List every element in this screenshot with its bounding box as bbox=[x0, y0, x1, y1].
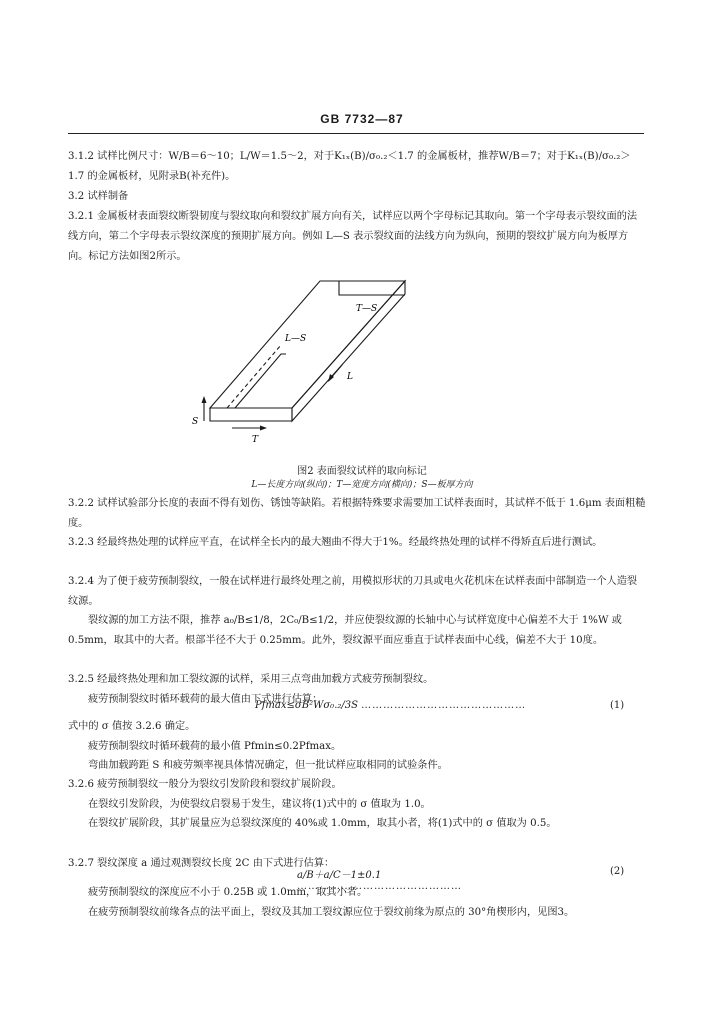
label-l: L bbox=[347, 372, 353, 382]
para-3-2-6: 3.2.6 疲劳预制裂纹一般分为裂纹引发阶段和裂纹扩展阶段。 bbox=[68, 779, 342, 790]
para-3-2-3: 3.2.3 经最终热处理的试样应平直，在试样全长内的最大翘曲不得大于1%。经最终热处理的试样不得矫直后进行测试。 bbox=[68, 537, 603, 548]
crack-outline bbox=[235, 354, 286, 408]
para-3-2-5b: 疲劳预制裂纹时循环载荷的最大值由下式进行估算： bbox=[88, 694, 323, 705]
para-3-2-5e: 弯曲加载跨距 S 和疲劳频率视具体情况确定，但一批试样应取相同的试验条件。 bbox=[88, 760, 448, 771]
equation-2-leader: ……………………………………… bbox=[297, 881, 462, 892]
equation-2-expr: a/B＋a/C－1±0.1 bbox=[297, 870, 382, 881]
para-3-2-5c: 式中的 σ 值按 3.2.6 确定。 bbox=[68, 721, 196, 732]
plate-top-face bbox=[210, 281, 405, 408]
plate-side-face bbox=[292, 281, 405, 421]
equation-2-number: (2) bbox=[610, 866, 625, 877]
crack-dashed-line bbox=[227, 345, 281, 408]
t-arrowhead bbox=[260, 426, 267, 431]
equation-1 bbox=[255, 700, 545, 711]
figure-caption: 图2 表面裂纹试样的取向标记 bbox=[297, 466, 427, 477]
para-3-2-7: 3.2.7 裂纹深度 a 通过观测裂纹长度 2C 由下式进行估算： bbox=[68, 858, 335, 869]
equation-1-leader: ……………………………………… bbox=[361, 700, 527, 711]
label-s: S bbox=[192, 417, 199, 427]
para-3-1-2: 3.1.2 试样比例尺寸：W/B＝6～10；L/W＝1.5～2，对于K₁ₓ(B)/σ₀.₂＜1.7 的金属板材，推荐W/B＝7；对于K₁ₓ(B)/σ₀.₂＞1.7 的金属板材，见附录B(补充件)。 bbox=[68, 151, 631, 182]
figure-2-specimen-diagram bbox=[190, 278, 430, 448]
figure-legend: L—长度方向(纵向)；T—宽度方向(横向)；S—板厚方向 bbox=[251, 480, 473, 490]
para-3-2-6b: 在裂纹引发阶段，为使裂纹启裂易于发生，建议将(1)式中的 σ 值取为 1.0。 bbox=[88, 799, 431, 810]
equation-1-number: (1) bbox=[610, 700, 625, 711]
section-3-2-title: 3.2 试样制备 bbox=[68, 191, 129, 202]
para-3-2-6c: 在裂纹扩展阶段，其扩展量应为总裂纹深度的 40%或 1.0mm，取其小者，将(1)式中的 σ 值取为 0.5。 bbox=[88, 818, 557, 829]
para-3-2-1: 3.2.1 金属板材表面裂纹断裂韧度与裂纹取向和裂纹扩展方向有关，试样应以两个字母标记其取向。第一个字母表示裂纹面的法线方向，第二个字母表示裂纹深度的预期扩展方向。例如 L—S 表示裂纹面的法线方向为纵向，预期的裂纹扩展方向为板厚方向。标记方法如图2所示。 bbox=[68, 211, 638, 262]
label-ts: T—S bbox=[356, 304, 378, 314]
plate-front-face bbox=[210, 408, 292, 421]
s-arrowhead bbox=[202, 396, 207, 403]
para-3-2-7c: 在疲劳预制裂纹前缘各点的法平面上，裂纹及其加工裂纹源应位于裂纹前缘为原点的 30°角楔形内，见图3。 bbox=[88, 907, 575, 918]
label-t: T bbox=[252, 435, 259, 445]
para-3-2-7b: 疲劳预制裂纹的深度应不小于 0.25B 或 1.0mm，取其小者。 bbox=[88, 887, 368, 898]
page-header: GB 7732—87 bbox=[320, 112, 404, 126]
equation-1-expr: Pfmax≤σB²Wσ₀.₂/3S bbox=[255, 700, 358, 711]
para-3-2-4: 3.2.4 为了便于疲劳预制裂纹，一般在试样进行最终处理之前，用模拟形状的刀具或电火花机床在试样表面中部制造一个人造裂纹源。 bbox=[68, 576, 638, 607]
para-3-2-4b: 裂纹源的加工方法不限，推荐 a₀/B≤1/8，2C₀/B≤1/2，并应使裂纹源的长轴中心与试样宽度中心偏差不大于 1%W 或 0.5mm，取其中的大者。根部半径不大于 0.25mm。此外，裂纹源平面应垂直于试样表面中心线，偏差不大于 10度。 bbox=[68, 615, 622, 646]
para-3-2-5d: 疲劳预制裂纹时循环载荷的最小值 Pfmin≤0.2Pfmax。 bbox=[88, 741, 342, 752]
para-3-2-5: 3.2.5 经最终热处理和加工裂纹源的试样，采用三点弯曲加载方式疲劳预制裂纹。 bbox=[68, 674, 434, 685]
header-rule bbox=[68, 133, 644, 134]
para-3-2-2: 3.2.2 试样试验部分长度的表面不得有划伤、锈蚀等缺陷。若根据特殊要求需要加工试样表面时，其试样不低于 1.6μm 表面粗糙度。 bbox=[68, 498, 646, 529]
label-ls: L—S bbox=[285, 334, 307, 344]
